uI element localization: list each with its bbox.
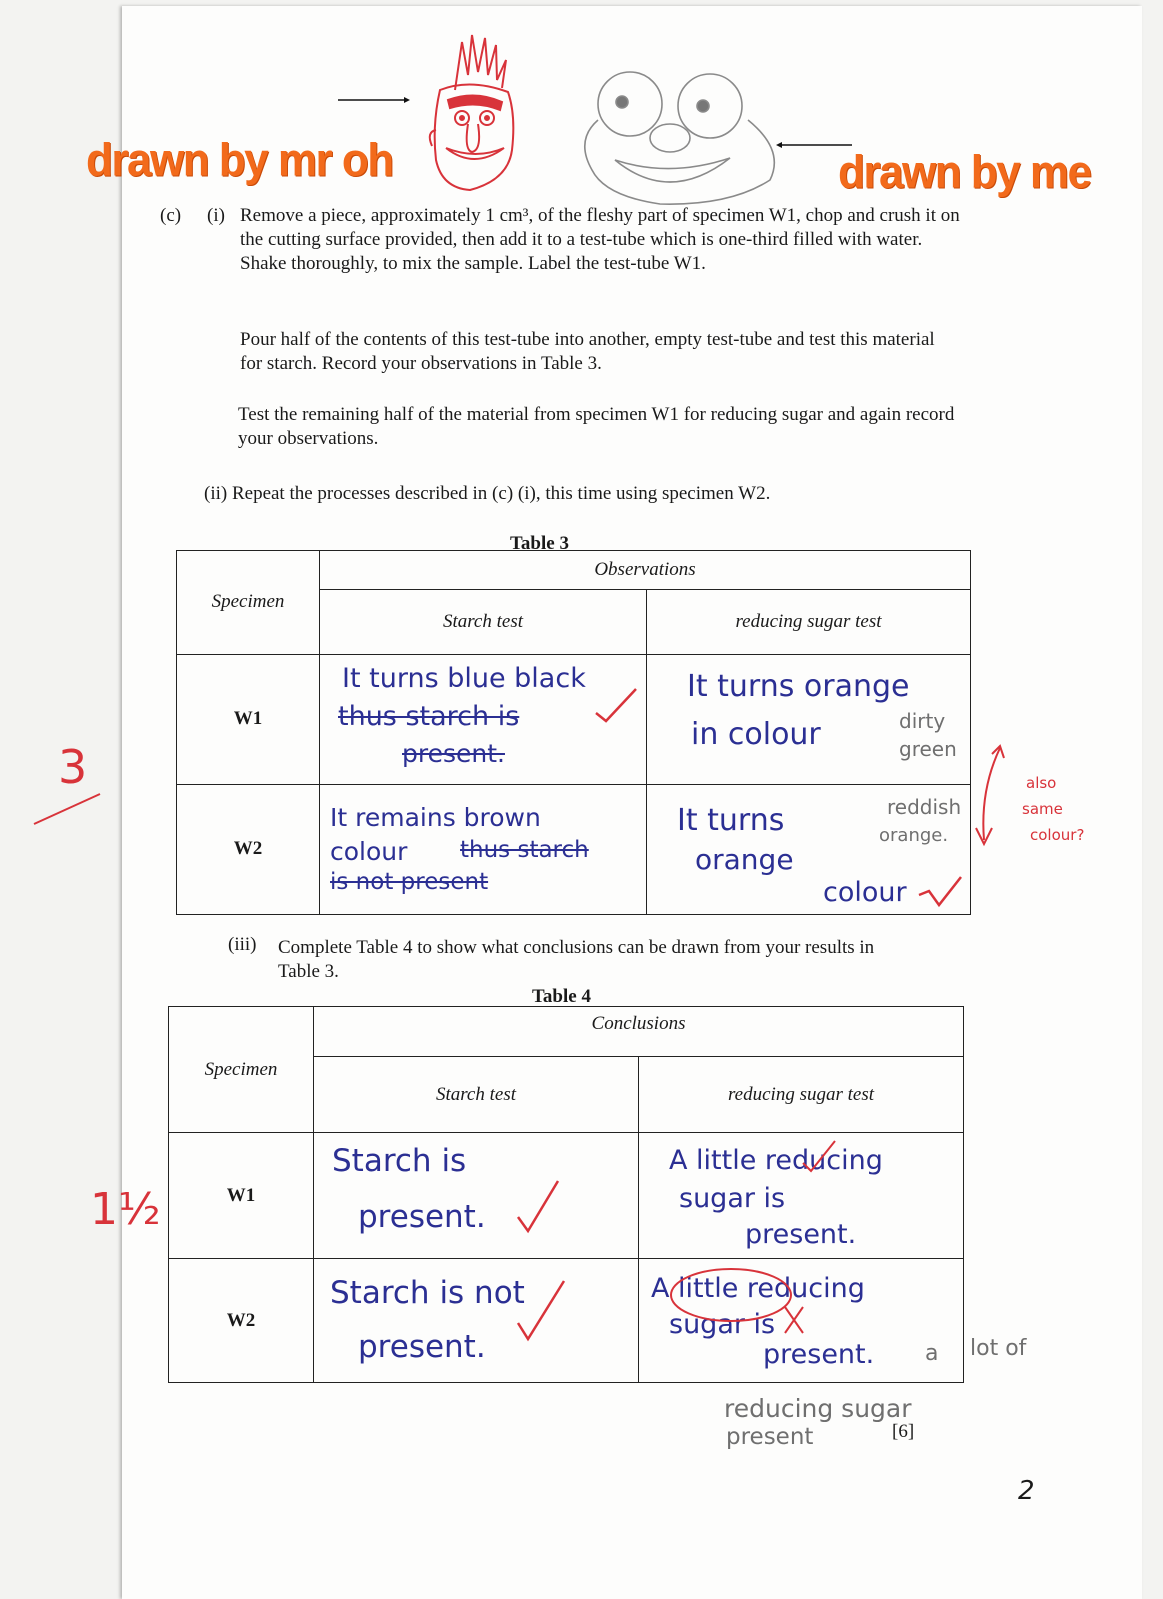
table-4-w1-sugar-cell bbox=[639, 1133, 964, 1259]
handwritten-correction: a bbox=[925, 1341, 939, 1366]
total-marks: [6] bbox=[892, 1421, 915, 1442]
left-caption-overlay: drawn by mr oh bbox=[86, 134, 393, 187]
handwritten-correction: present bbox=[726, 1424, 814, 1450]
handwritten-answer: thus starch is bbox=[338, 700, 520, 732]
part-i-label: (i) bbox=[207, 205, 225, 226]
handwritten-answer: A little reducing bbox=[669, 1145, 883, 1176]
handwritten-answer: It turns blue black bbox=[342, 662, 586, 694]
table-4-starch-header: Starch test bbox=[314, 1057, 639, 1133]
table-3-w1-sugar-cell bbox=[647, 654, 971, 784]
table-4-caption: Table 4 bbox=[532, 986, 591, 1007]
handwritten-answer: It remains brown bbox=[330, 802, 541, 832]
table-4-specimen-header: Specimen bbox=[169, 1007, 314, 1133]
table-3-specimen-header: Specimen bbox=[177, 551, 320, 655]
handwritten-answer: present. bbox=[763, 1339, 875, 1370]
table-4-specimen-cell: W2 bbox=[169, 1259, 314, 1383]
score-mark-table-3: 3 bbox=[58, 740, 88, 794]
table-4-w2-sugar-cell bbox=[639, 1259, 964, 1383]
handwritten-answer: present. bbox=[745, 1219, 857, 1250]
part-iii-label: (iii) bbox=[228, 934, 257, 955]
table-3-specimen-cell: W2 bbox=[177, 784, 320, 914]
table-3-sugar-header: reducing sugar test bbox=[647, 589, 971, 654]
handwritten-answer: present. bbox=[358, 1329, 486, 1365]
table-3-w2-starch-cell bbox=[320, 784, 647, 914]
handwritten-answer: It turns bbox=[677, 802, 785, 838]
handwritten-answer: orange bbox=[695, 842, 794, 876]
handwritten-answer: sugar is bbox=[679, 1183, 786, 1214]
tick-mark-icon bbox=[799, 1137, 839, 1177]
right-caption-overlay: drawn by me bbox=[838, 146, 1091, 199]
table-4-sugar-header: reducing sugar test bbox=[639, 1057, 964, 1133]
table-3-starch-header: Starch test bbox=[320, 589, 647, 654]
teacher-note: colour? bbox=[1030, 826, 1085, 844]
handwritten-correction: lot of bbox=[970, 1336, 1027, 1361]
handwritten-note: orange. bbox=[879, 824, 949, 846]
table-3-observations-header: Observations bbox=[320, 551, 971, 590]
handwritten-answer: colour bbox=[823, 876, 907, 908]
table-4-conclusions-header: Conclusions bbox=[314, 1007, 964, 1057]
table-4-w2-starch-cell bbox=[314, 1259, 639, 1383]
instruction-paragraph-2: Pour half of the contents of this test-tube into another, empty test-tube and test this material for starch. Record your observations in Table 3. bbox=[240, 329, 935, 374]
table-row bbox=[177, 654, 971, 784]
cartoon-drawings bbox=[330, 20, 860, 205]
tick-mark-icon bbox=[590, 685, 640, 725]
handwritten-answer: is not present bbox=[330, 868, 489, 895]
table-row bbox=[169, 1133, 964, 1259]
handwritten-answer: colour bbox=[330, 836, 408, 866]
handwritten-answer: present. bbox=[358, 1199, 486, 1235]
table-row bbox=[177, 784, 971, 914]
handwritten-note: dirty bbox=[899, 708, 946, 733]
instruction-paragraph-3: Test the remaining half of the material from specimen W1 for reducing sugar and again record your observations. bbox=[238, 404, 955, 449]
instruction-part-iii: Complete Table 4 to show what conclusions can be drawn from your results in Table 3. bbox=[278, 937, 875, 982]
handwritten-correction: reducing sugar bbox=[724, 1394, 912, 1423]
handwritten-answer: sugar is bbox=[669, 1309, 776, 1340]
tick-mark-icon bbox=[514, 1277, 570, 1347]
handwritten-answer: Starch is bbox=[332, 1143, 467, 1179]
handwritten-note: reddish bbox=[887, 794, 962, 819]
handwritten-answer: thus starch bbox=[460, 836, 589, 863]
tick-mark-icon bbox=[514, 1177, 564, 1237]
tick-mark-icon bbox=[915, 875, 965, 909]
teacher-note: same bbox=[1022, 800, 1063, 818]
teacher-note: also bbox=[1026, 774, 1057, 792]
bert-drawing-icon bbox=[430, 35, 514, 190]
table-3 bbox=[176, 550, 971, 915]
page-number: 2 bbox=[1018, 1476, 1035, 1506]
handwritten-note: green bbox=[899, 736, 957, 761]
bracket-arrow-icon bbox=[970, 740, 1010, 850]
table-3-w1-starch-cell bbox=[320, 654, 647, 784]
handwritten-answer: Starch is not bbox=[330, 1275, 525, 1311]
part-c-label: (c) bbox=[160, 205, 182, 226]
table-4-w1-starch-cell bbox=[314, 1133, 639, 1259]
correction-circle-icon bbox=[665, 1263, 805, 1339]
instruction-part-ii: (ii) Repeat the processes described in (c) (i), this time using specimen W2. bbox=[204, 483, 771, 504]
score-mark-table-4: 1½ bbox=[90, 1184, 161, 1235]
elmo-drawing-icon bbox=[585, 72, 775, 204]
handwritten-answer: present. bbox=[402, 738, 505, 768]
score-underline-icon bbox=[30, 790, 110, 830]
handwritten-answer: in colour bbox=[691, 716, 821, 752]
table-3-specimen-cell: W1 bbox=[177, 654, 320, 784]
instruction-paragraph-1: Remove a piece, approximately 1 cm³, of the fleshy part of specimen W1, chop and crush it on the cutting surface provided, then add it to a test-tube which is one-third filled with water. Shake thoroughly, to mix the sample. Label the test-tube W1. bbox=[240, 205, 960, 274]
handwritten-answer: A little reducing bbox=[651, 1273, 865, 1304]
table-3-w2-sugar-cell bbox=[647, 784, 971, 914]
table-row bbox=[169, 1259, 964, 1383]
table-3-caption: Table 3 bbox=[510, 533, 569, 554]
table-4-specimen-cell: W1 bbox=[169, 1133, 314, 1259]
table-4 bbox=[168, 1006, 964, 1383]
handwritten-answer: It turns orange bbox=[687, 668, 910, 704]
